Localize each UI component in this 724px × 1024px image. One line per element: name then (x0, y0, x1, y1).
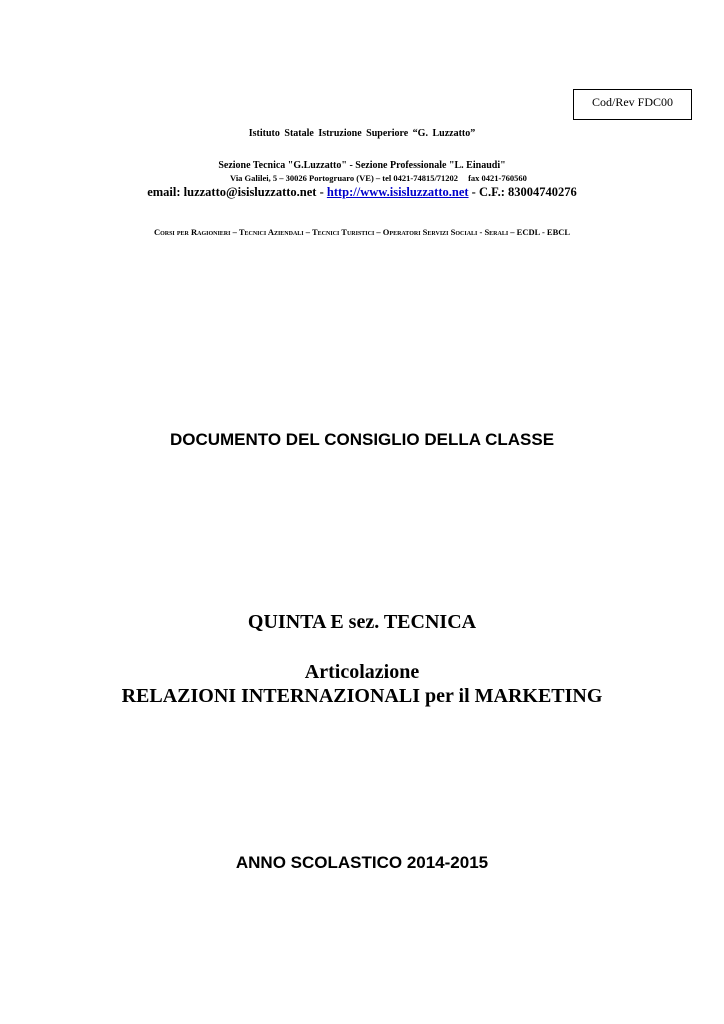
institute-sections: Sezione Tecnica "G.Luzzatto" - Sezione Professionale "L. Einaudi" (218, 160, 506, 171)
separator: - (468, 185, 479, 199)
email-text: email: luzzatto@isisluzzatto.net (147, 185, 317, 199)
articolazione-label: Articolazione (304, 661, 420, 683)
contact-line (0, 185, 724, 200)
institute-address-line (230, 173, 527, 183)
institute-fax: fax 0421-760560 (468, 173, 527, 183)
class-section: QUINTA E sez. TECNICA (247, 611, 477, 633)
school-year: ANNO SCOLASTICO 2014-2015 (235, 853, 489, 872)
document-code-box (573, 89, 692, 120)
institute-name: Istituto Statale Istruzione Superiore “G. Luzzatto” (248, 128, 476, 139)
separator: - (316, 185, 327, 199)
tax-code: C.F.: 83004740276 (478, 185, 577, 199)
website-link[interactable]: http://www.isisluzzatto.net (326, 185, 469, 199)
document-code: Cod/Rev FDC00 (591, 95, 673, 109)
document-title: DOCUMENTO DEL CONSIGLIO DELLA CLASSE (169, 430, 555, 449)
courses-list: Corsi per Ragionieri – Tecnici Aziendali – Tecnici Turistici – Operatori Servizi Sociali - Serali – ECDL - EBCL (153, 227, 571, 237)
articolazione-name: RELAZIONI INTERNAZIONALI per il MARKETING (121, 685, 603, 707)
institute-address: Via Galilei, 5 – 30026 Portogruaro (VE) – tel 0421-74815/71202 (230, 173, 459, 183)
